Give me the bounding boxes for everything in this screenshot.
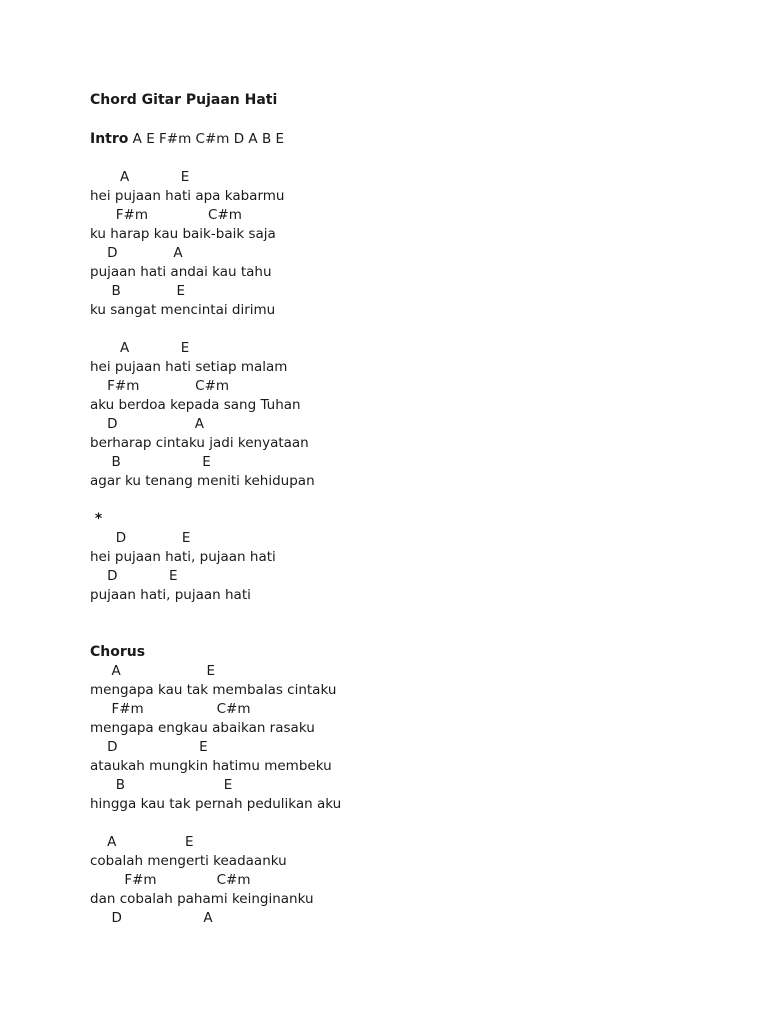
lyric-line: cobalah mengerti keadaanku	[90, 853, 287, 869]
lyric-line: pujaan hati, pujaan hati	[90, 587, 251, 603]
chord-line: D E	[90, 739, 208, 755]
section-marker: *	[90, 511, 103, 527]
chord-line: B E	[90, 777, 233, 793]
lyric-line: hei pujaan hati setiap malam	[90, 359, 288, 375]
lyric-line: pujaan hati andai kau tahu	[90, 264, 272, 280]
intro-chords: A E F#m C#m D A B E	[128, 131, 285, 147]
lyric-line: ataukah mungkin hatimu membeku	[90, 758, 332, 774]
lyric-line: dan cobalah pahami keinginanku	[90, 891, 314, 907]
lyric-line: mengapa kau tak membalas cintaku	[90, 682, 337, 698]
lyric-line: hingga kau tak pernah pedulikan aku	[90, 796, 342, 812]
chord-line: A E	[90, 340, 190, 356]
lyric-line: ku sangat mencintai dirimu	[90, 302, 276, 318]
chord-line: D A	[90, 245, 183, 261]
intro-line	[90, 131, 284, 147]
chord-line: F#m C#m	[90, 701, 251, 717]
chord-line: D E	[90, 530, 191, 546]
chord-line: F#m C#m	[90, 872, 251, 888]
chord-line: B E	[90, 283, 186, 299]
intro-label: Intro	[90, 131, 129, 147]
chord-line: B E	[90, 454, 211, 470]
lyric-line: ku harap kau baik-baik saja	[90, 226, 276, 242]
lyric-line: agar ku tenang meniti kehidupan	[90, 473, 315, 489]
chord-line: D E	[90, 568, 178, 584]
chord-line: D A	[90, 910, 213, 926]
lyric-line: hei pujaan hati apa kabarmu	[90, 188, 285, 204]
chord-sheet	[90, 0, 750, 1024]
lyric-line: mengapa engkau abaikan rasaku	[90, 720, 315, 736]
chord-line: A E	[90, 169, 190, 185]
chorus-heading: Chorus	[90, 644, 146, 660]
chord-line: A E	[90, 834, 194, 850]
chord-line: D A	[90, 416, 205, 432]
lyric-line: hei pujaan hati, pujaan hati	[90, 549, 276, 565]
lyric-line: berharap cintaku jadi kenyataan	[90, 435, 309, 451]
chord-line: F#m C#m	[90, 207, 242, 223]
chord-line: F#m C#m	[90, 378, 230, 394]
chord-line: A E	[90, 663, 216, 679]
lyric-line: aku berdoa kepada sang Tuhan	[90, 397, 301, 413]
page-title: Chord Gitar Pujaan Hati	[90, 92, 278, 108]
